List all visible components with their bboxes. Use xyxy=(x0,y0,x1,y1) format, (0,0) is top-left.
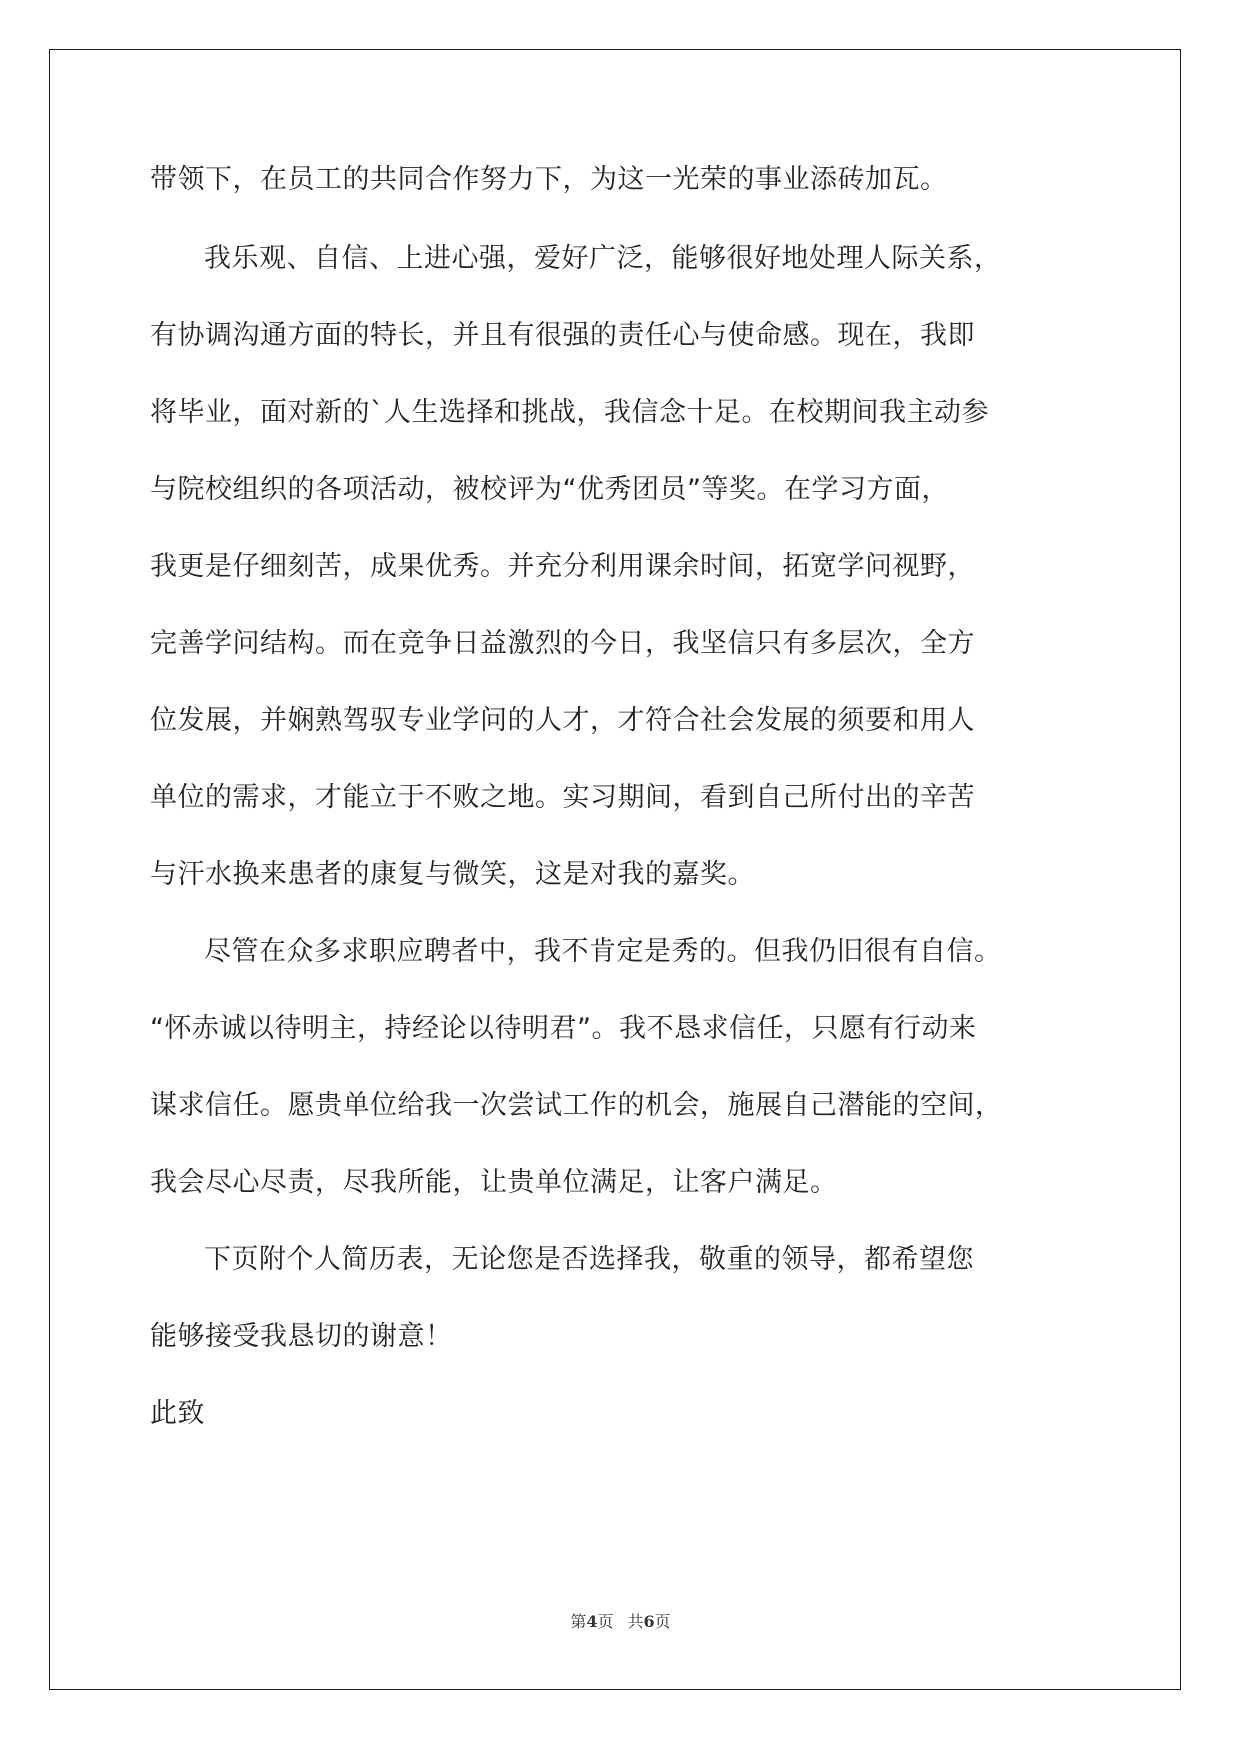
total-page-number: 6 xyxy=(643,1612,655,1631)
page-number-footer xyxy=(0,1610,1241,1634)
text-line: “怀赤诚以待明主，持经论以待明君”。我不恳求信任，只愿有行动来 xyxy=(150,1013,977,1044)
text-line: 我更是仔细刻苦，成果优秀。并充分利用课余时间，拓宽学问视野， xyxy=(150,551,975,582)
current-page-number: 4 xyxy=(586,1612,598,1631)
closing-salutation: 此致 xyxy=(150,1398,205,1429)
text-line: 与汗水换来患者的康复与微笑，这是对我的嘉奖。 xyxy=(150,859,755,890)
text-line: 谋求信任。愿贵单位给我一次尝试工作的机会，施展自己潜能的空间， xyxy=(150,1090,1003,1121)
text-line: 位发展，并娴熟驾驭专业学问的人才，才符合社会发展的须要和用人 xyxy=(150,705,975,736)
total-prefix: 共 xyxy=(627,1612,644,1631)
text-line: 单位的需求，才能立于不败之地。实习期间，看到自己所付出的辛苦 xyxy=(150,782,975,813)
text-line: 与院校组织的各项活动，被校评为“优秀团员”等奖。在学习方面， xyxy=(150,474,949,505)
text-line: 带领下，在员工的共同合作努力下，为这一光荣的事业添砖加瓦。 xyxy=(150,164,948,195)
text-line: 我会尽心尽责，尽我所能，让贵单位满足，让客户满足。 xyxy=(150,1167,838,1198)
text-line: 将毕业，面对新的`人生选择和挑战，我信念十足。在校期间我主动参 xyxy=(150,397,989,428)
text-line: 有协调沟通方面的特长，并且有很强的责任心与使命感。现在，我即 xyxy=(150,320,975,351)
text-line: 尽管在众多求职应聘者中，我不肯定是秀的。但我仍旧很有自信。 xyxy=(204,936,1002,967)
text-line: 下页附个人简历表，无论您是否选择我，敬重的领导，都希望您 xyxy=(204,1244,974,1275)
page-prefix: 第 xyxy=(570,1612,587,1631)
text-line: 我乐观、自信、上进心强，爱好广泛，能够很好地处理人际关系， xyxy=(204,243,1002,274)
page-suffix: 页 xyxy=(597,1612,614,1631)
text-line: 完善学问结构。而在竞争日益激烈的今日，我坚信只有多层次，全方 xyxy=(150,628,975,659)
total-suffix: 页 xyxy=(654,1612,671,1631)
text-line: 能够接受我恳切的谢意！ xyxy=(150,1321,453,1352)
